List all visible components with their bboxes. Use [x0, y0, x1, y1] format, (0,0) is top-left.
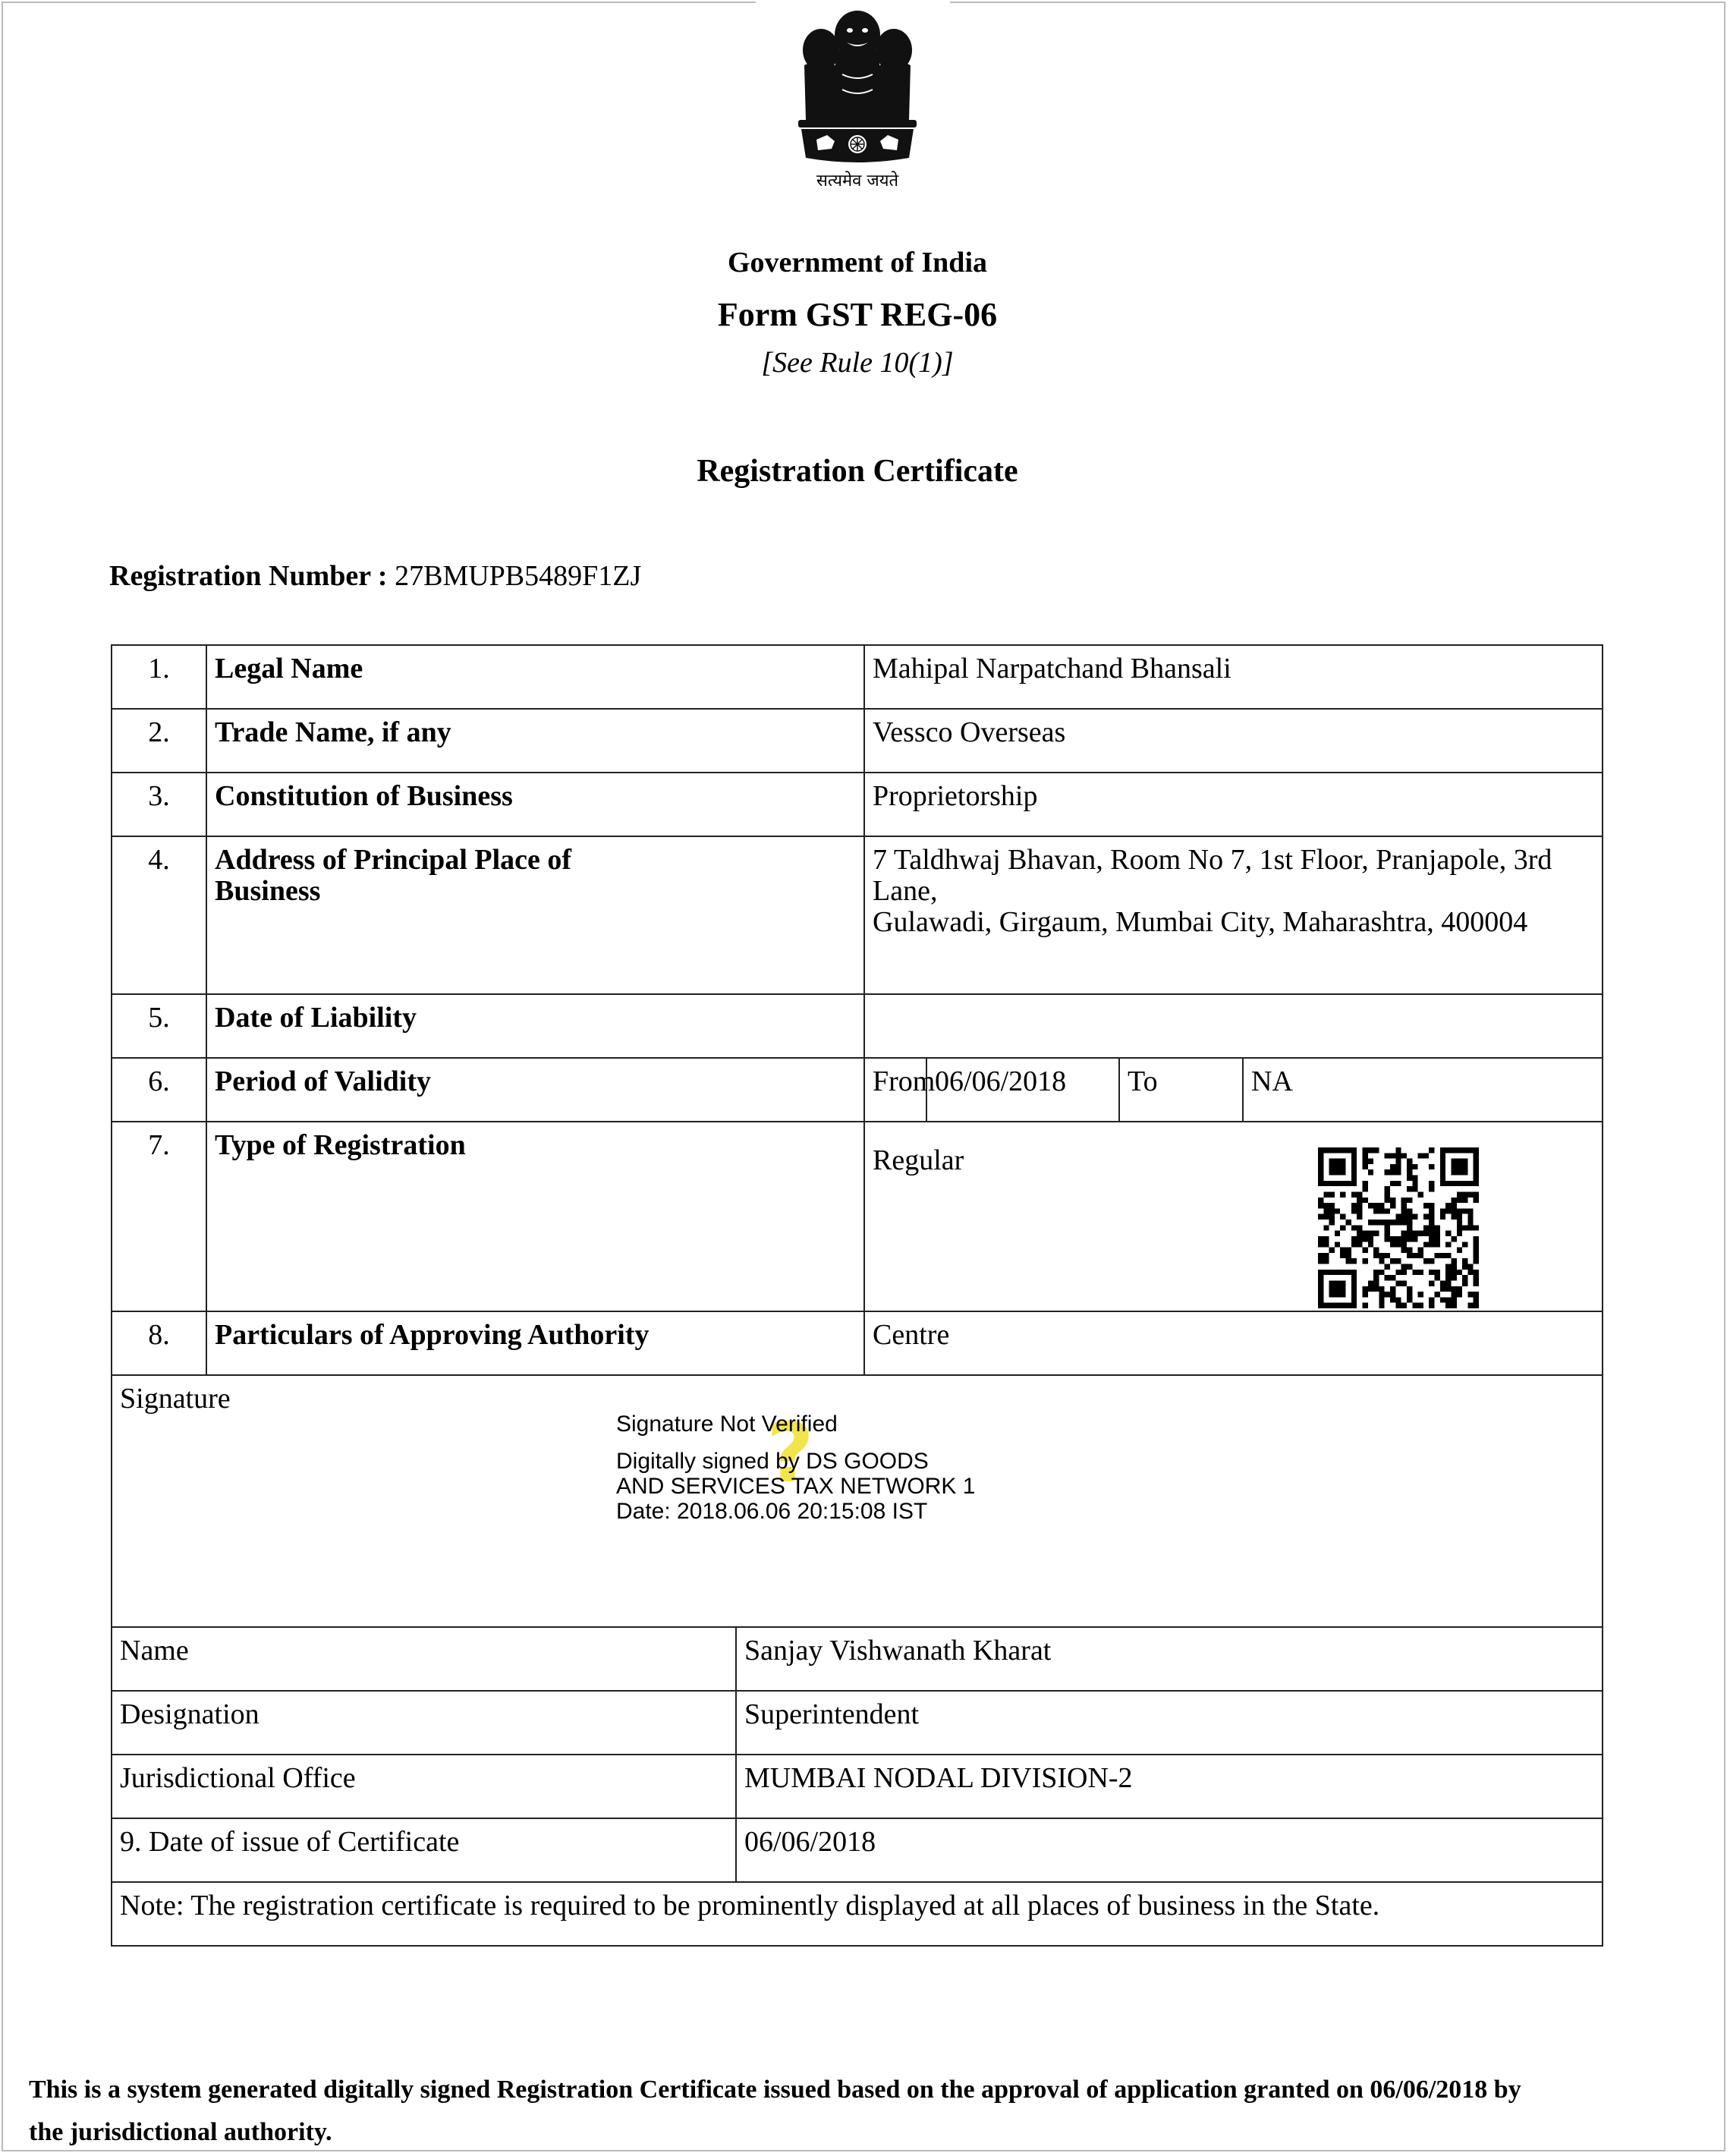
digital-signature-block[interactable]: [616, 1406, 976, 1524]
legal-name-value: Mahipal Narpatchand Bhansali: [864, 645, 1603, 709]
validity-to-value: NA: [1243, 1058, 1603, 1122]
address-label: [206, 836, 864, 994]
table-row: [112, 1818, 1603, 1882]
row-number: 8.: [112, 1311, 206, 1375]
jurisdictional-office-value: MUMBAI NODAL DIVISION-2: [736, 1755, 1603, 1818]
issue-date-value: 06/06/2018: [736, 1818, 1603, 1882]
qr-code-icon[interactable]: [1318, 1147, 1479, 1308]
signature-status: Signature Not Verified: [616, 1412, 838, 1437]
table-row: [112, 645, 1603, 709]
constitution-value: Proprietorship: [864, 773, 1603, 836]
row-number: 3.: [112, 773, 206, 836]
designation-value: Superintendent: [736, 1691, 1603, 1755]
registration-number: [109, 559, 641, 593]
row-number: 1.: [112, 645, 206, 709]
officer-name-value: Sanjay Vishwanath Kharat: [736, 1627, 1603, 1691]
validity-label: Period of Validity: [206, 1058, 864, 1122]
table-row: [112, 1627, 1603, 1691]
officer-name-label: Name: [112, 1627, 736, 1691]
table-row: [112, 836, 1603, 994]
registration-type-label: Type of Registration: [206, 1122, 864, 1311]
table-row: [112, 1882, 1603, 1946]
jurisdictional-office-label: Jurisdictional Office: [112, 1755, 736, 1818]
trade-name-value: Vessco Overseas: [864, 709, 1603, 773]
signature-line: AND SERVICES TAX NETWORK 1: [616, 1474, 976, 1499]
notice-line: This is a system generated digitally signed Registration Certificate issued based on the approval of application granted on 06/06/2018 by: [29, 2076, 1521, 2104]
trade-name-label: Trade Name, if any: [206, 709, 864, 773]
table-row: [112, 1058, 1603, 1122]
legal-name-label: Legal Name: [206, 645, 864, 709]
row-number: 2.: [112, 709, 206, 773]
liability-label: Date of Liability: [206, 994, 864, 1058]
table-row: [112, 1691, 1603, 1755]
form-title: Form GST REG-06: [717, 296, 998, 333]
notice-line: the jurisdictional authority.: [29, 2118, 332, 2146]
registration-type-cell: [864, 1122, 1603, 1311]
row-number: 6.: [112, 1058, 206, 1122]
signature-date: Date: 2018.06.06 20:15:08 IST: [616, 1499, 928, 1524]
state-emblem-icon: [789, 6, 926, 168]
address-label-line: Address of Principal Place of: [215, 844, 572, 876]
certificate-table: [111, 644, 1603, 1947]
signature-label: Signature: [120, 1383, 231, 1415]
designation-label: Designation: [112, 1691, 736, 1755]
authority-label: Particulars of Approving Authority: [206, 1311, 864, 1375]
registration-number-value: 27BMUPB5489F1ZJ: [395, 560, 642, 592]
address-label-line: Business: [215, 875, 321, 907]
table-row: [112, 994, 1603, 1058]
government-heading: Government of India: [728, 247, 987, 279]
rule-reference: [See Rule 10(1)]: [761, 347, 954, 379]
address-line: 7 Taldhwaj Bhavan, Room No 7, 1st Floor, Pranjapole, 3rd Lane,: [873, 844, 1552, 907]
authority-value: Centre: [864, 1311, 1603, 1375]
validity-from-label: From: [864, 1058, 926, 1122]
table-row: [112, 1311, 1603, 1375]
display-note: Note: The registration certificate is required to be prominently displayed at all places of business in the State.: [112, 1882, 1603, 1946]
table-row: [112, 709, 1603, 773]
issue-date-label: 9. Date of issue of Certificate: [112, 1818, 736, 1882]
row-number: 5.: [112, 994, 206, 1058]
border-gap: [756, 0, 950, 6]
certificate-title: Registration Certificate: [697, 454, 1018, 489]
table-row: [112, 773, 1603, 836]
liability-value: [864, 994, 1603, 1058]
table-row: [112, 1755, 1603, 1818]
row-number: 7.: [112, 1122, 206, 1311]
signature-line: Digitally signed by DS GOODS: [616, 1449, 929, 1474]
signature-unverified-icon[interactable]: ?: [766, 1406, 814, 1501]
validity-from-value: 06/06/2018: [926, 1058, 1119, 1122]
constitution-label: Constitution of Business: [206, 773, 864, 836]
address-value: [864, 836, 1603, 994]
address-line: Gulawadi, Girgaum, Mumbai City, Maharashtra, 400004: [873, 906, 1528, 938]
emblem-motto: सत्यमेव जयते: [816, 172, 899, 190]
system-generated-notice: [29, 2069, 1698, 2154]
registration-number-label: Registration Number :: [109, 560, 388, 592]
table-row: [112, 1122, 1603, 1311]
registration-type-value: Regular: [873, 1144, 964, 1176]
validity-to-label: To: [1119, 1058, 1243, 1122]
row-number: 4.: [112, 836, 206, 994]
